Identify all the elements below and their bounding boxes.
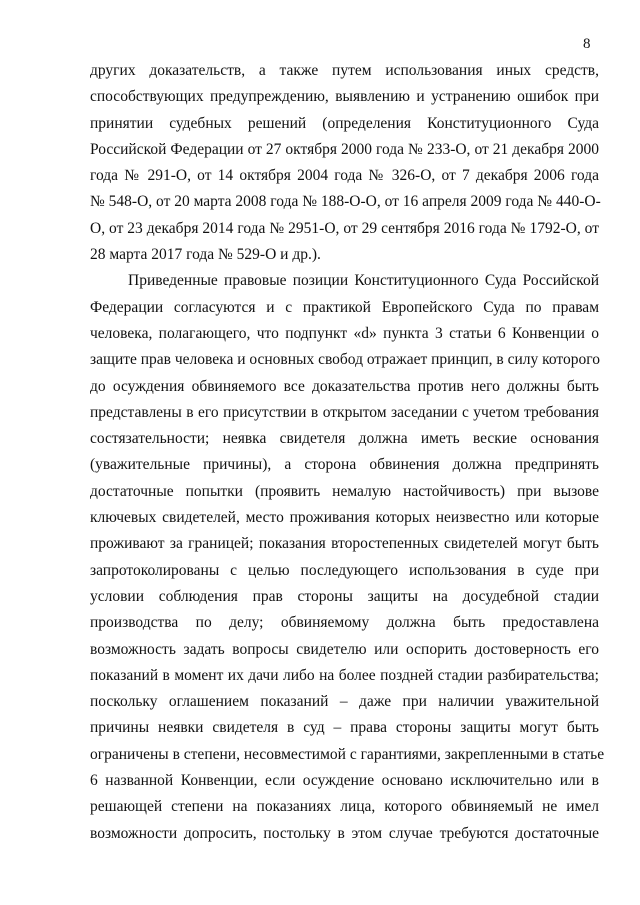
text-line: ключевых свидетелей, место проживания которых неизвестно или которые	[90, 509, 599, 527]
text-line: решающей степени на показаниях лица, которого обвиняемый не имел	[90, 798, 599, 816]
text-line: № 548-О, от 20 марта 2008 года № 188-О-О, от 16 апреля 2009 года № 440-О-	[90, 193, 601, 211]
text-line: состязательности; неявка свидетеля должна иметь веские основания	[90, 430, 599, 448]
text-line: Приведенные правовые позиции Конституционного Суда Российской	[128, 272, 599, 290]
text-line: причины неявки свидетеля в суд – права стороны защиты могут быть	[90, 719, 599, 737]
text-line: ограничены в степени, несовместимой с гарантиями, закрепленными в статье	[90, 745, 605, 763]
text-line: представлены в его присутствии в открытом заседании с учетом требования	[90, 403, 599, 421]
text-line: до осуждения обвиняемого все доказательства против него должны быть	[90, 377, 599, 395]
text-line: человека, полагающего, что подпункт «d» пункта 3 статьи 6 Конвенции о	[90, 324, 599, 342]
text-line: (уважительные причины), а сторона обвинения должна предпринять	[90, 456, 599, 474]
body-text	[90, 58, 605, 847]
text-line: защите прав человека и основных свобод отражает принцип, в силу которого	[90, 351, 600, 369]
text-line: 28 марта 2017 года № 529-О и др.).	[90, 246, 321, 264]
text-line: условии соблюдения прав стороны защиты на досудебной стадии	[90, 587, 599, 605]
text-line: поскольку оглашением показаний – даже при наличии уважительной	[90, 693, 599, 711]
page-number: 8	[583, 36, 591, 52]
text-line: Федерации согласуются и с практикой Европейского Суда по правам	[90, 298, 599, 316]
text-line: принятии судебных решений (определения Конституционного Суда	[90, 114, 599, 132]
text-line: Российской Федерации от 27 октября 2000 года № 233-О, от 21 декабря 2000	[90, 140, 599, 158]
text-line: проживают за границей; показания второстепенных свидетелей могут быть	[90, 535, 599, 553]
text-line: показаний в момент их дачи либо на более поздней стадии разбирательства;	[90, 666, 599, 684]
text-line: 6 названной Конвенции, если осуждение основано исключительно или в	[90, 772, 599, 790]
text-line: возможности допросить, постольку в этом случае требуются достаточные	[90, 824, 599, 842]
text-line: достаточные попытки (проявить немалую настойчивость) при вызове	[90, 482, 599, 500]
text-line: других доказательств, а также путем использования иных средств,	[90, 62, 599, 79]
text-line: возможность задать вопросы свидетелю или оспорить достоверность его	[90, 640, 599, 658]
text-line: запротоколированы с целью последующего использования в суде при	[90, 561, 599, 579]
text-line: года № 291-О, от 14 октября 2004 года № 326-О, от 7 декабря 2006 года	[90, 167, 599, 185]
text-line: способствующих предупреждению, выявлению и устранению ошибок при	[90, 88, 599, 106]
text-line: производства по делу; обвиняемому должна быть предоставлена	[90, 614, 599, 632]
text-line: О, от 23 декабря 2014 года № 2951-О, от 29 сентября 2016 года № 1792-О, от	[90, 219, 599, 237]
